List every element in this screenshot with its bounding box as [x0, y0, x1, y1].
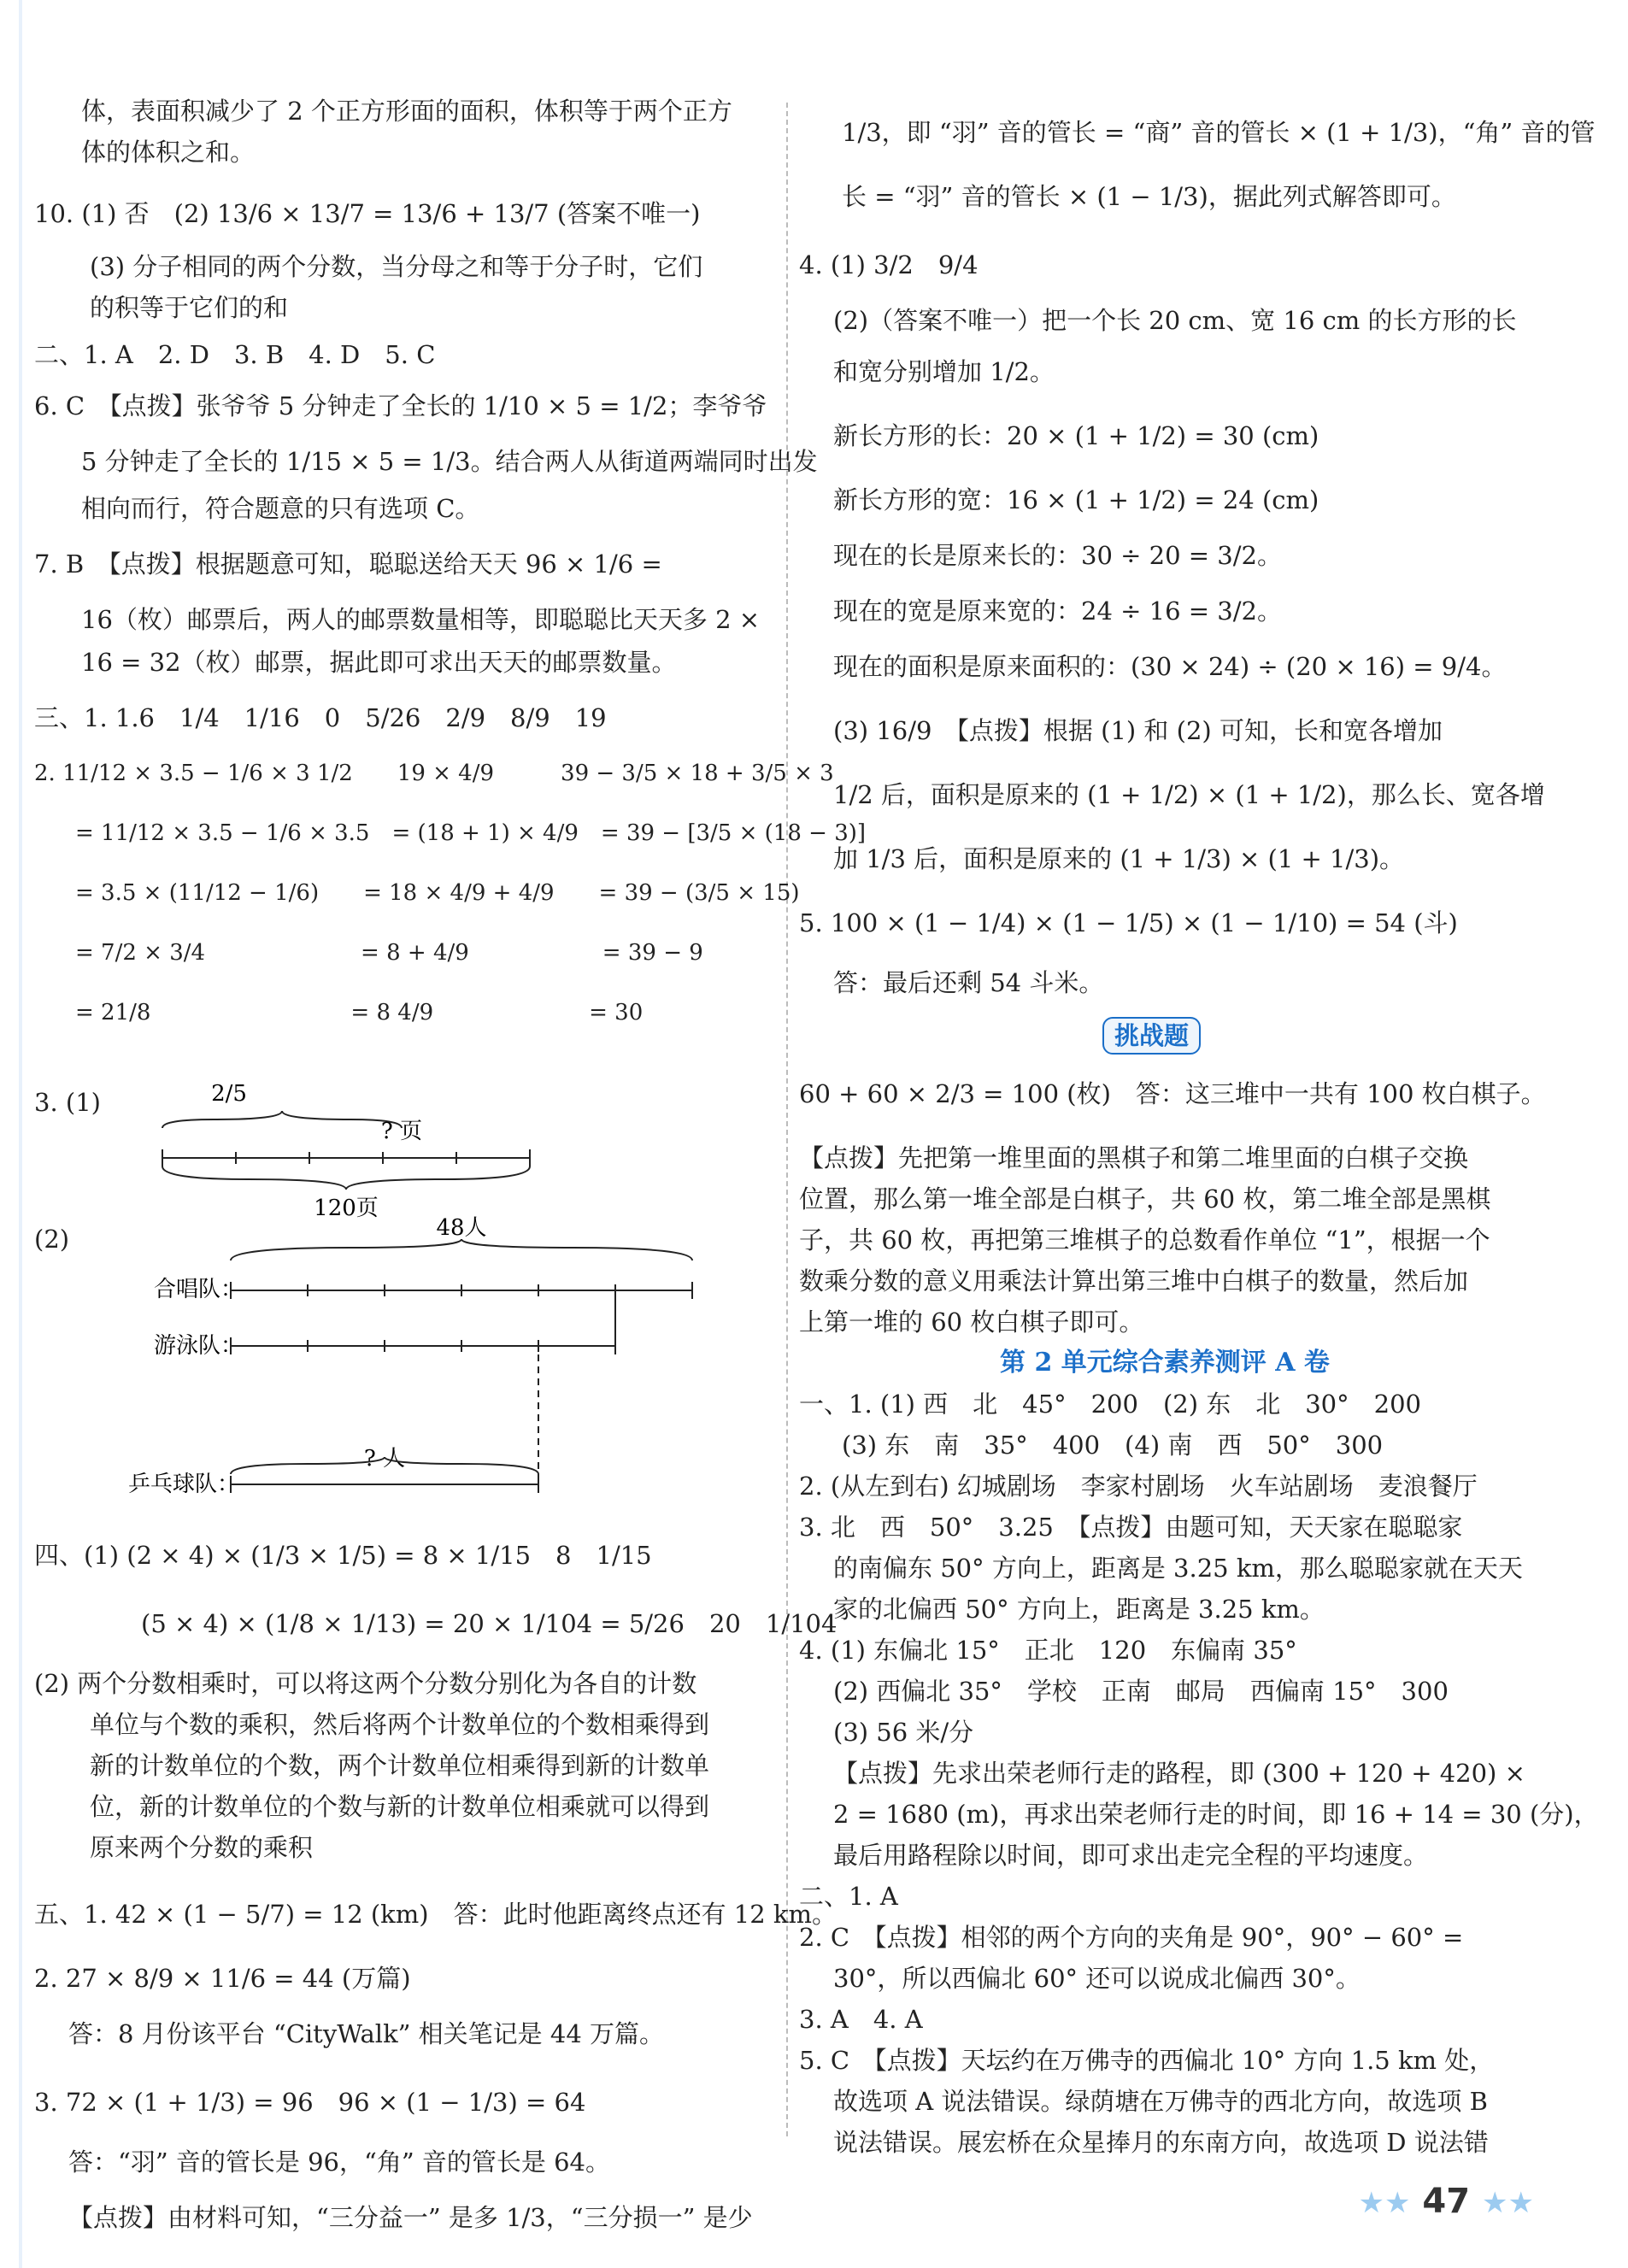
text-line: 单位与个数的乘积，然后将两个计数单位的个数相乘得到	[90, 1710, 710, 1739]
text-line: 原来两个分数的乘积	[90, 1833, 314, 1862]
brace-top-left	[162, 1111, 402, 1128]
text-line: 故选项 A 说法错误。绿荫塘在万佛寺的西北方向，故选项 B	[833, 2087, 1488, 2116]
answer-3-1: 3. (1)	[34, 1088, 101, 1117]
answer-7: 7. B 【点拨】根据题意可知，聪聪送给天天 96 × 1/6 =	[34, 549, 662, 579]
brace-top	[231, 1239, 692, 1260]
text-line: (3) 东 南 35° 400 (4) 南 西 50° 300	[842, 1431, 1384, 1460]
section-5-1: 五、1. 42 × (1 − 5/7) = 12 (km) 答：此时他距离终点还有 12 km。	[34, 1900, 837, 1929]
text-line: 【点拨】先把第一堆里面的黑棋子和第二堆里面的白棋子交换	[799, 1143, 1469, 1172]
text-line: (2)（答案不唯一）把一个长 20 cm、宽 16 cm 的长方形的长	[833, 306, 1517, 335]
answer-line: 答：“羽” 音的管长是 96，“角” 音的管长是 64。	[68, 2148, 610, 2177]
line-segment-diagram-2	[103, 1209, 718, 1525]
text-line: 子，共 60 枚，再把第三堆棋子的总数看作单位 “1”，根据一个	[799, 1225, 1490, 1254]
text-line: 位，新的计数单位的个数与新的计数单位相乘就可以得到	[90, 1792, 710, 1821]
text-line: 新的计数单位的个数，两个计数单位相乘得到新的计数单	[90, 1751, 710, 1780]
text-line: (2) 两个分数相乘时，可以将这两个分数分别化为各自的计数	[34, 1669, 697, 1698]
challenge-heading	[1102, 1017, 1201, 1055]
diagram1-total: 120页	[314, 1196, 379, 1221]
answer-6: 6. C 【点拨】张爷爷 5 分钟走了全长的 1/10 × 5 = 1/2；李爷爷	[34, 391, 767, 420]
text-line: 体，表面积减少了 2 个正方形面的面积，体积等于两个正方	[81, 97, 732, 126]
text-line: 相向而行，符合题意的只有选项 C。	[81, 494, 480, 523]
answer-line: 答：最后还剩 54 斗米。	[833, 968, 1104, 997]
page-number: 47	[1422, 2182, 1471, 2221]
calc-row: 2. 11/12 × 3.5 − 1/6 × 3 1/2 19 × 4/9 39 − 3/5 × 18 + 3/5 × 3	[34, 761, 834, 786]
answer-10: 10. (1) 否 (2) 13/6 × 13/7 = 13/6 + 13/7 (答案不唯一)	[34, 199, 701, 228]
diagram2-unknown: ? 人	[363, 1446, 406, 1472]
text-line: 和宽分别增加 1/2。	[833, 357, 1055, 386]
star-icon: ★	[1482, 2186, 1508, 2220]
text-line: 新长方形的宽：16 × (1 + 1/2) = 24 (cm)	[833, 485, 1319, 514]
unit2-section2-1: 二、1. A	[799, 1882, 898, 1911]
diagram2-row2: 游泳队：	[154, 1333, 244, 1359]
unit2-3: 3. 北 西 50° 3.25 【点拨】由题可知，天天家在聪聪家	[799, 1513, 1463, 1542]
text-line: 上第一堆的 60 枚白棋子即可。	[799, 1307, 1144, 1337]
section-4-1a: 四、(1) (2 × 4) × (1/3 × 1/5) = 8 × 1/15 8 1/15	[34, 1541, 652, 1570]
text-line: 体的体积之和。	[81, 138, 256, 167]
section-5-2: 2. 27 × 8/9 × 11/6 = 44 (万篇)	[34, 1964, 411, 1993]
text-line: 16（枚）邮票后，两人的邮票数量相等，即聪聪比天天多 2 ×	[81, 605, 761, 634]
calc-row: = 3.5 × (11/12 − 1/6) = 18 × 4/9 + 4/9 = 39 − (3/5 × 15)	[75, 880, 800, 906]
section-4-1b: (5 × 4) × (1/8 × 1/13) = 20 × 1/104 = 5/26 20 1/104	[141, 1609, 838, 1638]
calc-row: = 11/12 × 3.5 − 1/6 × 3.5 = (18 + 1) × 4/9 = 39 − [3/5 × (18 − 3)]	[75, 820, 867, 846]
text-line: 1/2 后，面积是原来的 (1 + 1/2) × (1 + 1/2)，那么长、宽各增	[833, 780, 1545, 809]
answer-3-2: (2)	[34, 1225, 70, 1254]
text-line: 现在的面积是原来面积的：(30 × 24) ÷ (20 × 16) = 9/4。	[833, 652, 1507, 681]
diagram2-row3: 乒乓球队：	[128, 1472, 240, 1497]
text-line: 30°，所以西偏北 60° 还可以说成北偏西 30°。	[833, 1964, 1361, 1993]
star-icon: ★	[1508, 2186, 1534, 2220]
text-line: 16 = 32（枚）邮票，据此即可求出天天的邮票数量。	[81, 648, 677, 677]
text-line: (2) 西偏北 35° 学校 正南 邮局 西偏南 15° 300	[833, 1677, 1449, 1706]
diagram1-fraction: 2/5	[211, 1081, 247, 1107]
left-margin-bar	[19, 0, 22, 2268]
challenge-answer: 60 + 60 × 2/3 = 100 (枚) 答：这三堆中一共有 100 枚白棋子。	[799, 1079, 1546, 1108]
unit2-1: 一、1. (1) 西 北 45° 200 (2) 东 北 30° 200	[799, 1390, 1421, 1419]
text-line: 2 = 1680 (m)，再求出荣老师行走的时间，即 16 + 14 = 30 (分)，	[833, 1800, 1599, 1829]
calc-row: = 7/2 × 3/4 = 8 + 4/9 = 39 − 9	[75, 940, 703, 966]
text-line: 现在的长是原来长的：30 ÷ 20 = 3/2。	[833, 541, 1282, 570]
text-line: (3) 56 米/分	[833, 1718, 974, 1747]
unit2-2: 2. (从左到右) 幻城剧场 李家村剧场 火车站剧场 麦浪餐厅	[799, 1472, 1478, 1501]
section-5-3: 3. 72 × (1 + 1/3) = 96 96 × (1 − 1/3) = 64	[34, 2088, 586, 2117]
unit2-section2-3: 3. A 4. A	[799, 2005, 923, 2034]
star-icon: ★	[1358, 2186, 1384, 2220]
section-3-answers: 三、1. 1.6 1/4 1/16 0 5/26 2/9 8/9 19	[34, 703, 607, 732]
text-line: 位置，那么第一堆全部是白棋子，共 60 枚，第二堆全部是黑棋	[799, 1184, 1491, 1213]
unit2-section2-2: 2. C 【点拨】相邻的两个方向的夹角是 90°，90° − 60° =	[799, 1923, 1464, 1952]
line-segment-diagram-1	[120, 1077, 564, 1222]
brace-bottom	[162, 1166, 530, 1190]
text-line: 新长方形的长：20 × (1 + 1/2) = 30 (cm)	[833, 421, 1319, 450]
diagram1-unknown: ? 页	[380, 1119, 423, 1144]
unit2-4: 4. (1) 东偏北 15° 正北 120 东偏南 35°	[799, 1636, 1297, 1665]
calc-row: = 21/8 = 8 4/9 = 30	[75, 1000, 644, 1025]
text-line: (3) 分子相同的两个分数，当分母之和等于分子时，它们	[90, 252, 703, 281]
text-line: 的积等于它们的和	[90, 293, 289, 322]
text-line: 数乘分数的意义用乘法计算出第三堆中白棋子的数量，然后加	[799, 1266, 1469, 1296]
answer-4-1: 4. (1) 3/2 9/4	[799, 250, 979, 279]
text-line: 最后用路程除以时间，即可求出走完全程的平均速度。	[833, 1841, 1429, 1870]
page-number-block	[1359, 2182, 1534, 2221]
star-icon: ★	[1384, 2186, 1411, 2220]
text-line: 1/3，即 “羽” 音的管长 = “商” 音的管长 × (1 + 1/3)，“角” 音的管	[842, 118, 1596, 147]
answer-line: 答：8 月份该平台 “CityWalk” 相关笔记是 44 万篇。	[68, 2019, 665, 2048]
hint-line: 【点拨】先求出荣老师行走的路程，即 (300 + 120 + 420) ×	[833, 1759, 1525, 1788]
text-line: 的南偏东 50° 方向上，距离是 3.25 km，那么聪聪家就在天天	[833, 1554, 1523, 1583]
unit2-section2-5: 5. C 【点拨】天坛约在万佛寺的西偏北 10° 方向 1.5 km 处，	[799, 2046, 1495, 2075]
text-line: (3) 16/9 【点拨】根据 (1) 和 (2) 可知，长和宽各增加	[833, 716, 1443, 745]
challenge-badge: 挑战题	[1102, 1017, 1201, 1055]
column-divider	[786, 103, 788, 2136]
text-line: 现在的宽是原来宽的：24 ÷ 16 = 3/2。	[833, 596, 1282, 626]
text-line: 家的北偏西 50° 方向上，距离是 3.25 km。	[833, 1595, 1325, 1624]
text-line: 长 = “羽” 音的管长 × (1 − 1/3)，据此列式解答即可。	[842, 182, 1456, 211]
diagram2-total: 48人	[436, 1215, 487, 1241]
text-line: 5 分钟走了全长的 1/15 × 5 = 1/3。结合两人从街道两端同时出发	[81, 447, 818, 476]
answer-5: 5. 100 × (1 − 1/4) × (1 − 1/5) × (1 − 1/10) = 54 (斗)	[799, 908, 1458, 937]
hint-line: 【点拨】由材料可知，“三分益一” 是多 1/3，“三分损一” 是少	[68, 2203, 753, 2232]
diagram2-row1: 合唱队：	[154, 1277, 244, 1302]
section-2-answers: 二、1. A 2. D 3. B 4. D 5. C	[34, 340, 436, 369]
text-line: 加 1/3 后，面积是原来的 (1 + 1/3) × (1 + 1/3)。	[833, 844, 1405, 873]
text-line: 说法错误。展宏桥在众星捧月的东南方向，故选项 D 说法错	[833, 2128, 1489, 2157]
unit-2-title: 第 2 单元综合素养测评 A 卷	[1000, 1348, 1330, 1378]
